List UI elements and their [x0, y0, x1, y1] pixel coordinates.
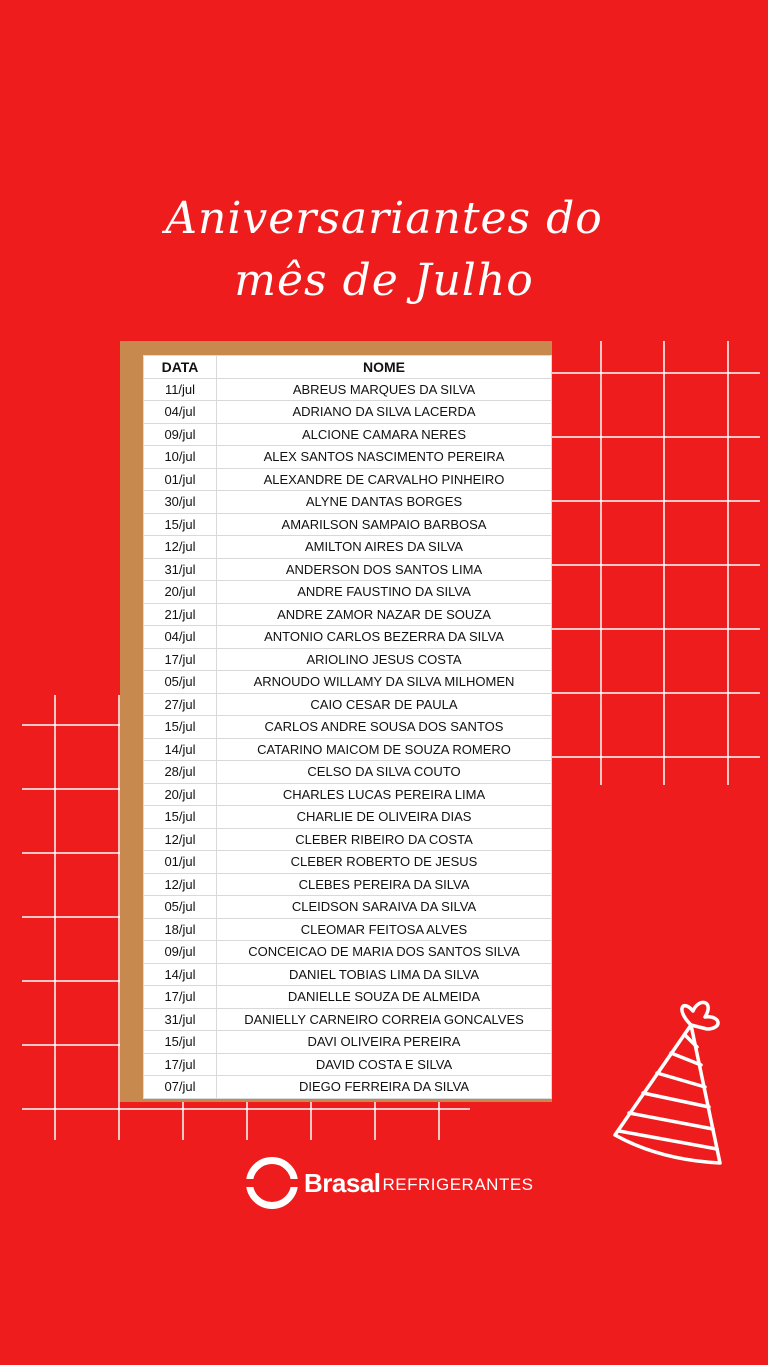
- cell-date: 04/jul: [144, 626, 217, 649]
- logo-sub: REFRIGERANTES: [382, 1175, 534, 1194]
- cell-date: 15/jul: [144, 806, 217, 829]
- cell-date: 31/jul: [144, 558, 217, 581]
- cell-date: 30/jul: [144, 491, 217, 514]
- table-row: [144, 626, 552, 649]
- table-row: [144, 716, 552, 739]
- cell-date: 04/jul: [144, 401, 217, 424]
- cell-name: CLEBER ROBERTO DE JESUS: [217, 851, 552, 874]
- cell-name: CELSO DA SILVA COUTO: [217, 761, 552, 784]
- cell-name: ALEX SANTOS NASCIMENTO PEREIRA: [217, 446, 552, 469]
- cell-date: 20/jul: [144, 783, 217, 806]
- cell-date: 12/jul: [144, 536, 217, 559]
- page-title: [0, 188, 768, 312]
- cell-date: 09/jul: [144, 423, 217, 446]
- table-row: [144, 783, 552, 806]
- cell-date: 15/jul: [144, 513, 217, 536]
- cell-name: DANIELLE SOUZA DE ALMEIDA: [217, 986, 552, 1009]
- cell-name: DIEGO FERREIRA DA SILVA: [217, 1076, 552, 1099]
- cell-date: 15/jul: [144, 716, 217, 739]
- table-row: [144, 648, 552, 671]
- cell-date: 14/jul: [144, 738, 217, 761]
- table-row: [144, 378, 552, 401]
- table-row: [144, 1008, 552, 1031]
- cell-date: 28/jul: [144, 761, 217, 784]
- table-row: [144, 491, 552, 514]
- table-row: [144, 941, 552, 964]
- table-body: [144, 378, 552, 1098]
- table-row: [144, 851, 552, 874]
- cell-name: ANDERSON DOS SANTOS LIMA: [217, 558, 552, 581]
- cell-date: 01/jul: [144, 468, 217, 491]
- table-row: [144, 693, 552, 716]
- table-row: [144, 896, 552, 919]
- cell-date: 21/jul: [144, 603, 217, 626]
- cell-date: 17/jul: [144, 1053, 217, 1076]
- table-row: [144, 401, 552, 424]
- cell-name: CLEOMAR FEITOSA ALVES: [217, 918, 552, 941]
- cell-date: 11/jul: [144, 378, 217, 401]
- cell-date: 05/jul: [144, 896, 217, 919]
- cell-name: CAIO CESAR DE PAULA: [217, 693, 552, 716]
- cell-name: ANDRE ZAMOR NAZAR DE SOUZA: [217, 603, 552, 626]
- cell-name: AMILTON AIRES DA SILVA: [217, 536, 552, 559]
- brasal-logo-icon: [246, 1157, 298, 1209]
- cell-date: 18/jul: [144, 918, 217, 941]
- cell-name: ARNOUDO WILLAMY DA SILVA MILHOMEN: [217, 671, 552, 694]
- table-row: [144, 986, 552, 1009]
- cell-name: ALEXANDRE DE CARVALHO PINHEIRO: [217, 468, 552, 491]
- cell-date: 20/jul: [144, 581, 217, 604]
- cell-date: 15/jul: [144, 1031, 217, 1054]
- cell-date: 27/jul: [144, 693, 217, 716]
- party-hat-icon: [605, 995, 730, 1175]
- cell-name: ANTONIO CARLOS BEZERRA DA SILVA: [217, 626, 552, 649]
- cell-date: 05/jul: [144, 671, 217, 694]
- cell-name: ALYNE DANTAS BORGES: [217, 491, 552, 514]
- table-row: [144, 806, 552, 829]
- cell-date: 12/jul: [144, 873, 217, 896]
- cell-name: CARLOS ANDRE SOUSA DOS SANTOS: [217, 716, 552, 739]
- table-row: [144, 536, 552, 559]
- cell-name: CLEBER RIBEIRO DA COSTA: [217, 828, 552, 851]
- table-row: [144, 873, 552, 896]
- table-row: [144, 738, 552, 761]
- cell-date: 14/jul: [144, 963, 217, 986]
- table-row: [144, 468, 552, 491]
- cell-name: CLEBES PEREIRA DA SILVA: [217, 873, 552, 896]
- table-row: [144, 581, 552, 604]
- table-row: [144, 1031, 552, 1054]
- cell-name: CHARLES LUCAS PEREIRA LIMA: [217, 783, 552, 806]
- cell-name: AMARILSON SAMPAIO BARBOSA: [217, 513, 552, 536]
- table-row: [144, 423, 552, 446]
- table-row: [144, 1076, 552, 1099]
- table-header-row: [144, 356, 552, 379]
- cell-name: ARIOLINO JESUS COSTA: [217, 648, 552, 671]
- cell-name: ANDRE FAUSTINO DA SILVA: [217, 581, 552, 604]
- header-date: DATA: [144, 356, 217, 379]
- cell-name: DANIEL TOBIAS LIMA DA SILVA: [217, 963, 552, 986]
- logo-brand: Brasal: [304, 1167, 381, 1198]
- cell-name: DAVID COSTA E SILVA: [217, 1053, 552, 1076]
- cell-name: ADRIANO DA SILVA LACERDA: [217, 401, 552, 424]
- cell-name: CHARLIE DE OLIVEIRA DIAS: [217, 806, 552, 829]
- table-row: [144, 761, 552, 784]
- title-line-2: mês de Julho: [234, 255, 534, 306]
- cell-name: CATARINO MAICOM DE SOUZA ROMERO: [217, 738, 552, 761]
- table-row: [144, 513, 552, 536]
- brasal-logo: [246, 1157, 534, 1209]
- cell-date: 17/jul: [144, 648, 217, 671]
- cell-name: CONCEICAO DE MARIA DOS SANTOS SILVA: [217, 941, 552, 964]
- cell-date: 09/jul: [144, 941, 217, 964]
- cell-date: 07/jul: [144, 1076, 217, 1099]
- table-row: [144, 1053, 552, 1076]
- cell-name: DANIELLY CARNEIRO CORREIA GONCALVES: [217, 1008, 552, 1031]
- cell-name: DAVI OLIVEIRA PEREIRA: [217, 1031, 552, 1054]
- cell-date: 10/jul: [144, 446, 217, 469]
- table-row: [144, 963, 552, 986]
- table-row: [144, 828, 552, 851]
- cell-name: ABREUS MARQUES DA SILVA: [217, 378, 552, 401]
- header-name: NOME: [217, 356, 552, 379]
- cell-date: 17/jul: [144, 986, 217, 1009]
- table-row: [144, 671, 552, 694]
- cell-date: 01/jul: [144, 851, 217, 874]
- table-row: [144, 918, 552, 941]
- cell-name: CLEIDSON SARAIVA DA SILVA: [217, 896, 552, 919]
- title-line-1: Aniversariantes do: [165, 193, 603, 244]
- cell-date: 31/jul: [144, 1008, 217, 1031]
- table-row: [144, 603, 552, 626]
- birthday-table: [143, 355, 552, 1099]
- table-row: [144, 446, 552, 469]
- table-row: [144, 558, 552, 581]
- cell-date: 12/jul: [144, 828, 217, 851]
- cell-name: ALCIONE CAMARA NERES: [217, 423, 552, 446]
